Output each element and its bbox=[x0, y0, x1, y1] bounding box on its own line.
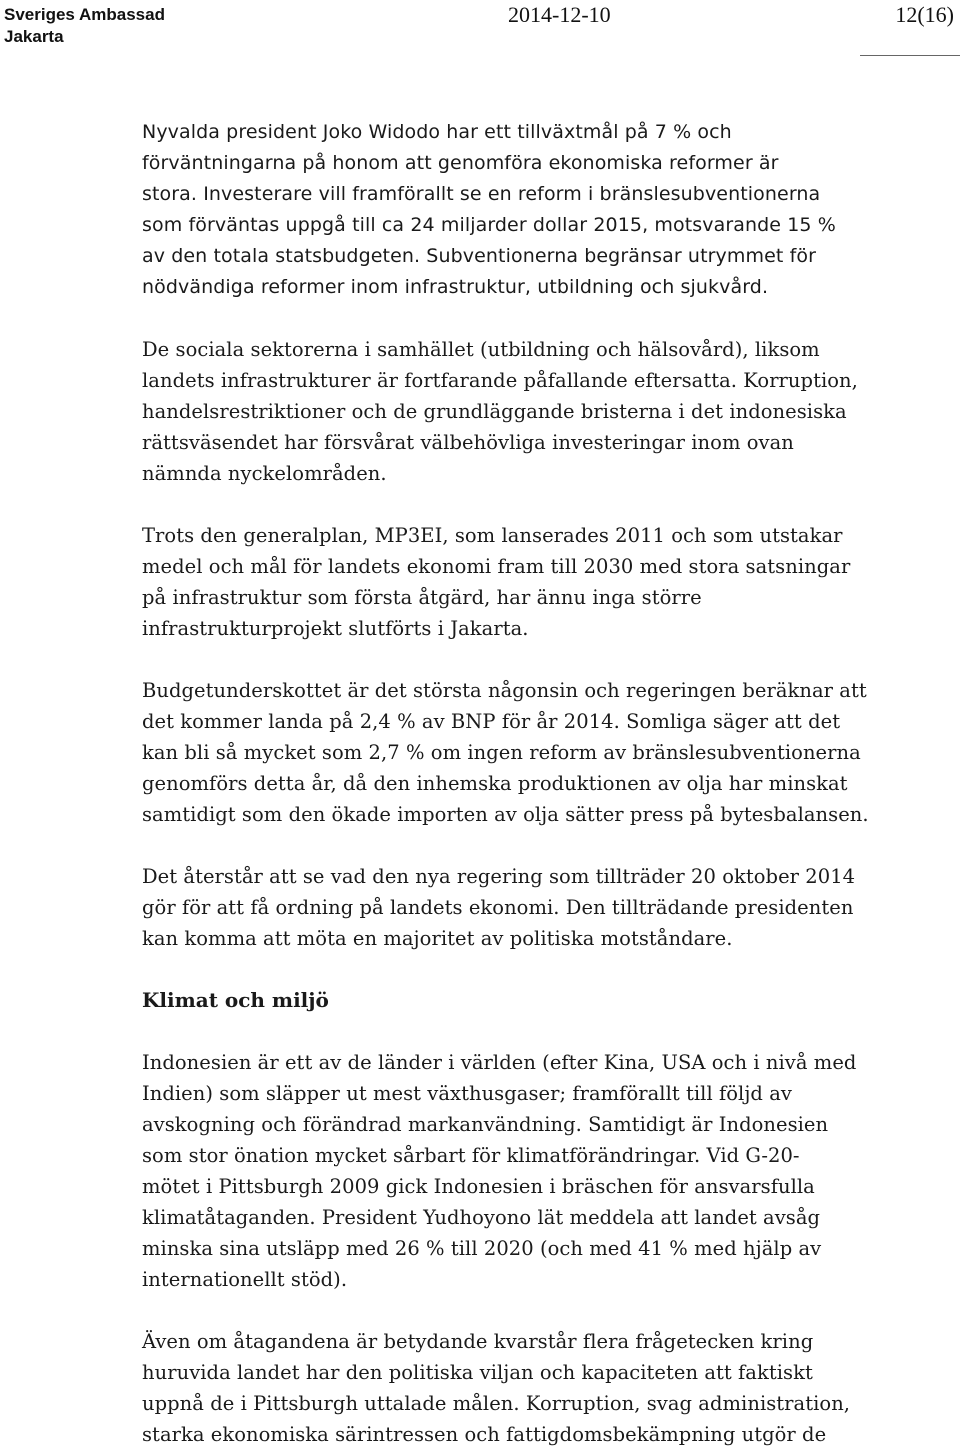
section-heading-climate: Klimat och miljö bbox=[142, 988, 329, 1012]
embassy-name-line2: Jakarta bbox=[4, 27, 64, 46]
header-rule bbox=[860, 55, 960, 56]
paragraph-budget-deficit: Budgetunderskottet är det största någonsin och regeringen beräknar att det kommer landa på 2,4 % av BNP för år 2014. Somliga säger att det kan bli så mycket som 2,7 % om ingen reform av bränslesubventionerna genomförs detta år, då den inhemska produktionen av olja har minskat samtidigt som den ökade importen av olja sätter press på bytesbalansen. bbox=[142, 679, 869, 826]
paragraph-commitments: Även om åtagandena är betydande kvarstår flera frågetecken kring huruvida landet har den politiska viljan och kapaciteten att faktiskt uppnå de i Pittsburgh uttalade målen. Korruption, svag administration, starka ekonomiska särintressen och fattigdomsbekämpning utgör de bbox=[142, 1330, 851, 1446]
page-number: 12(16) bbox=[895, 2, 954, 27]
document-body bbox=[142, 117, 942, 1450]
page-header bbox=[0, 0, 960, 60]
paragraph-new-government: Det återstår att se vad den nya regering som tillträder 20 oktober 2014 gör för att få ordning på landets ekonomi. Den tillträdande presidenten kan komma att möta en majoritet av politiska motståndare. bbox=[142, 865, 856, 950]
paragraph-master-plan: Trots den generalplan, MP3EI, som lanserades 2011 och som utstakar medel och mål för landets ekonomi fram till 2030 med stora satsningar på infrastruktur som första åtgärd, har ännu inga större infrastrukturprojekt slutförts i Jakarta. bbox=[142, 524, 851, 640]
paragraph-emissions: Indonesien är ett av de länder i världen (efter Kina, USA och i nivå med Indien) som släpper ut mest växthusgaser; framförallt till följd av avskogning och förändrad markanvändning. Samtidigt är Indonesien som stor önation mycket sårbart för klimatförändringar. Vid G-20- mötet i Pittsburgh 2009 gick Indonesien i bräschen för ansvarsfulla klimatåtaganden. President Yudhoyono lät meddela att landet avsåg minska sina utsläpp med 26 % till 2020 (och med 41 % med hjälp av internationellt stöd). bbox=[142, 1051, 857, 1291]
paragraph-social-sectors: De sociala sektorerna i samhället (utbildning och hälsovård), liksom landets infrastrukturer är fortfarande påfallande eftersatta. Korruption, handelsrestriktioner och de grundläggande bristerna i det indonesiska rättsväsendet har försvårat välbehövliga investeringar inom ovan nämnda nyckelområden. bbox=[142, 338, 858, 485]
embassy-name bbox=[4, 4, 165, 48]
document-date: 2014-12-10 bbox=[508, 2, 611, 27]
paragraph-president-reforms: Nyvalda president Joko Widodo har ett tillväxtmål på 7 % och förväntningarna på honom att genomföra ekonomiska reformer är stora. Investerare vill framförallt se en reform i bränslesubventionerna som förväntas uppgå till ca 24 miljarder dollar 2015, motsvarande 15 % av den totala statsbudgeten. Subventionerna begränsar utrymmet för nödvändiga reformer inom infrastruktur, utbildning och sjukvård. bbox=[142, 121, 836, 298]
embassy-name-line1: Sveriges Ambassad bbox=[4, 5, 165, 24]
